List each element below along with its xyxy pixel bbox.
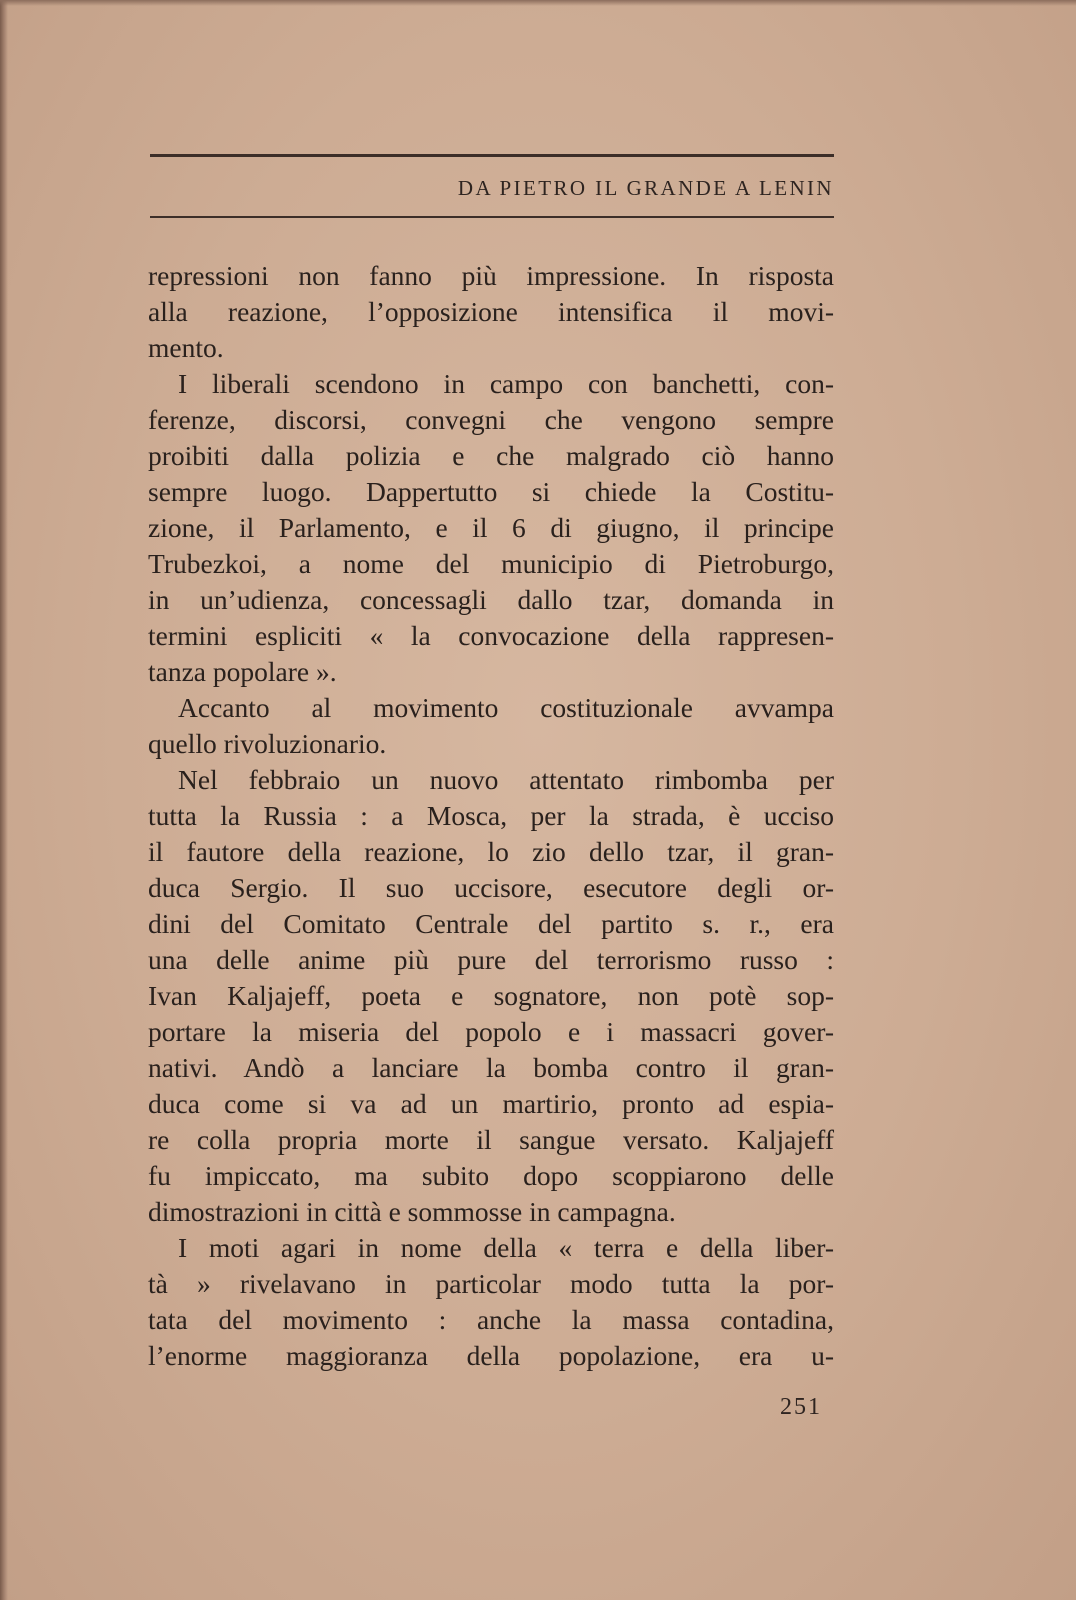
text-line: tanza popolare ». bbox=[148, 656, 337, 687]
text-line: tà » rivelavano in particolar modo tutta la por- bbox=[148, 1268, 834, 1299]
text-line: dini del Comitato Centrale del partito s. r., era bbox=[148, 908, 834, 939]
text-line: il fautore della reazione, lo zio dello tzar, il gran- bbox=[148, 836, 834, 867]
text-line: Accanto al movimento costituzionale avvampa bbox=[178, 692, 834, 723]
header-top-rule bbox=[150, 154, 834, 157]
text-line: quello rivoluzionario. bbox=[148, 728, 387, 759]
text-line: duca come si va ad un martirio, pronto ad espia- bbox=[148, 1088, 834, 1119]
text-line: mento. bbox=[148, 332, 224, 363]
text-line: portare la miseria del popolo e i massacri gover- bbox=[148, 1016, 834, 1047]
text-line: Nel febbraio un nuovo attentato rimbomba per bbox=[178, 764, 834, 795]
text-line: Ivan Kaljajeff, poeta e sognatore, non potè sop- bbox=[148, 980, 834, 1011]
text-line: alla reazione, l’opposizione intensifica il movi- bbox=[148, 296, 834, 327]
text-line: duca Sergio. Il suo uccisore, esecutore degli or- bbox=[148, 872, 834, 903]
text-line: Trubezkoi, a nome del municipio di Pietroburgo, bbox=[148, 548, 834, 579]
page-header bbox=[150, 154, 834, 224]
text-line: I moti agari in nome della « terra e della liber- bbox=[178, 1232, 834, 1263]
running-head: DA PIETRO IL GRANDE A LENIN bbox=[457, 176, 834, 200]
text-line: ferenze, discorsi, convegni che vengono sempre bbox=[148, 404, 834, 435]
text-line: l’enorme maggioranza della popolazione, era u- bbox=[148, 1340, 834, 1371]
page-binding-edge bbox=[0, 0, 8, 1600]
text-line: re colla propria morte il sangue versato. Kaljajeff bbox=[148, 1124, 834, 1155]
header-bottom-rule bbox=[150, 216, 834, 218]
text-line: tata del movimento : anche la massa contadina, bbox=[148, 1304, 834, 1335]
text-line: nativi. Andò a lanciare la bomba contro il gran- bbox=[148, 1052, 834, 1083]
text-line: zione, il Parlamento, e il 6 di giugno, il principe bbox=[148, 512, 834, 543]
body-text bbox=[148, 258, 834, 1374]
text-line: in un’udienza, concessagli dallo tzar, domanda in bbox=[148, 584, 834, 615]
page-number: 251 bbox=[780, 1394, 822, 1420]
text-line: una delle anime più pure del terrorismo russo : bbox=[148, 944, 834, 975]
text-line: sempre luogo. Dappertutto si chiede la Costitu- bbox=[148, 476, 834, 507]
text-line: termini espliciti « la convocazione della rappresen- bbox=[148, 620, 834, 651]
text-line: repressioni non fanno più impressione. In risposta bbox=[148, 260, 834, 291]
text-line: I liberali scendono in campo con banchetti, con- bbox=[178, 368, 834, 399]
text-line: fu impiccato, ma subito dopo scoppiarono delle bbox=[148, 1160, 834, 1191]
text-line: dimostrazioni in città e sommosse in campagna. bbox=[148, 1196, 676, 1227]
page-top-edge bbox=[0, 0, 1076, 6]
text-line: proibiti dalla polizia e che malgrado ciò hanno bbox=[148, 440, 834, 471]
text-line: tutta la Russia : a Mosca, per la strada, è ucciso bbox=[148, 800, 834, 831]
